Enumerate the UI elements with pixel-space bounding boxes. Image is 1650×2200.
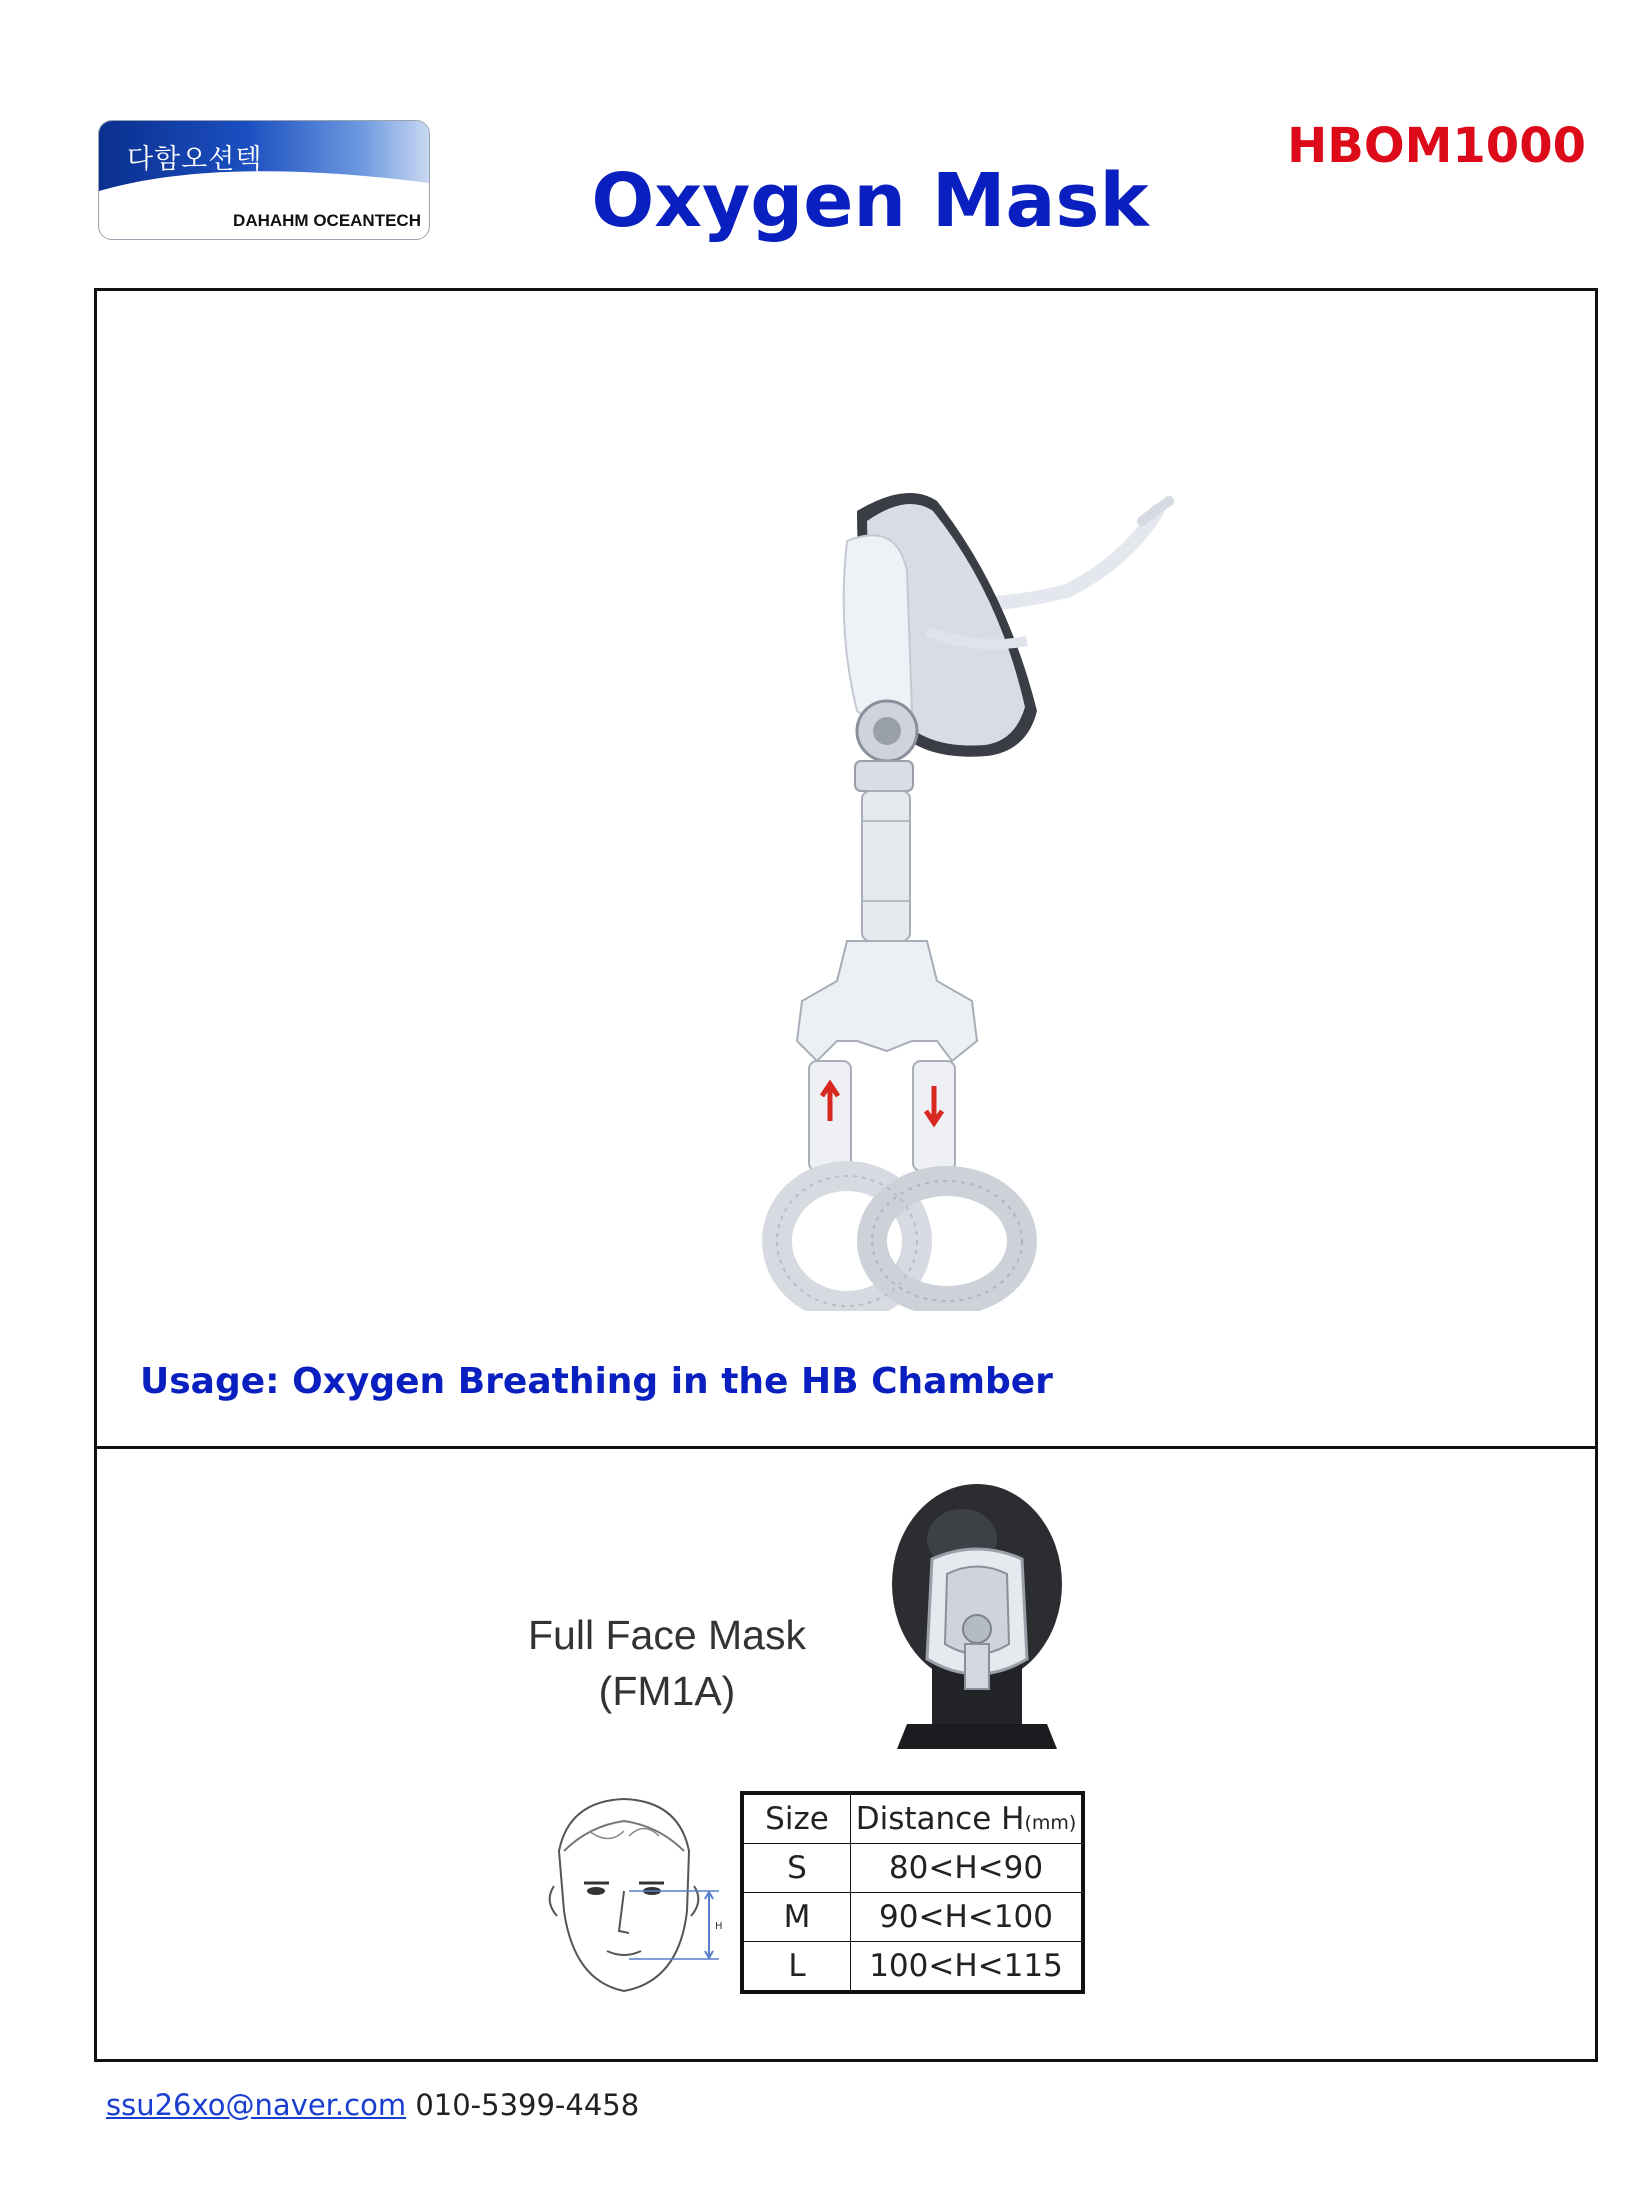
content-box <box>94 288 1598 2062</box>
size-table <box>740 1791 1085 1994</box>
range-cell: 90<H<100 <box>851 1893 1084 1942</box>
table-row <box>742 1942 1083 1993</box>
table-row <box>742 1893 1083 1942</box>
size-cell: S <box>742 1844 851 1893</box>
footer-contact <box>106 2088 639 2122</box>
model-code: HBOM1000 <box>1287 118 1586 174</box>
table-header-row <box>742 1793 1083 1844</box>
logo-english-text: DAHAHM OCEANTECH <box>233 211 421 230</box>
section-divider <box>97 1446 1595 1449</box>
usage-text: Usage: Oxygen Breathing in the HB Chamber <box>140 1361 1053 1402</box>
email-link[interactable]: ssu26xo@naver.com <box>106 2088 407 2122</box>
mask-name: Full Face Mask <box>528 1612 806 1658</box>
range-cell: 80<H<90 <box>851 1844 1084 1893</box>
phone-number: 010-5399-4458 <box>415 2088 640 2122</box>
range-cell: 100<H<115 <box>851 1942 1084 1993</box>
page-title: Oxygen Mask <box>591 158 1149 244</box>
dimension-h-label: H <box>715 1921 723 1932</box>
size-cell: L <box>742 1942 851 1993</box>
header-distance-label: Distance H <box>855 1801 1025 1837</box>
mask-model: (FM1A) <box>598 1668 736 1714</box>
table-row <box>742 1844 1083 1893</box>
header-distance <box>851 1793 1084 1844</box>
mannequin-head-image <box>877 1479 1077 1759</box>
logo-korean-text: 다함오션텍 <box>127 144 263 175</box>
oxygen-mask-product-image <box>737 481 1217 1311</box>
size-cell: M <box>742 1893 851 1942</box>
full-face-mask-label <box>507 1607 827 1719</box>
header-size: Size <box>742 1793 851 1844</box>
face-measurement-diagram <box>529 1791 729 2011</box>
header-unit: (mm) <box>1024 1812 1077 1834</box>
